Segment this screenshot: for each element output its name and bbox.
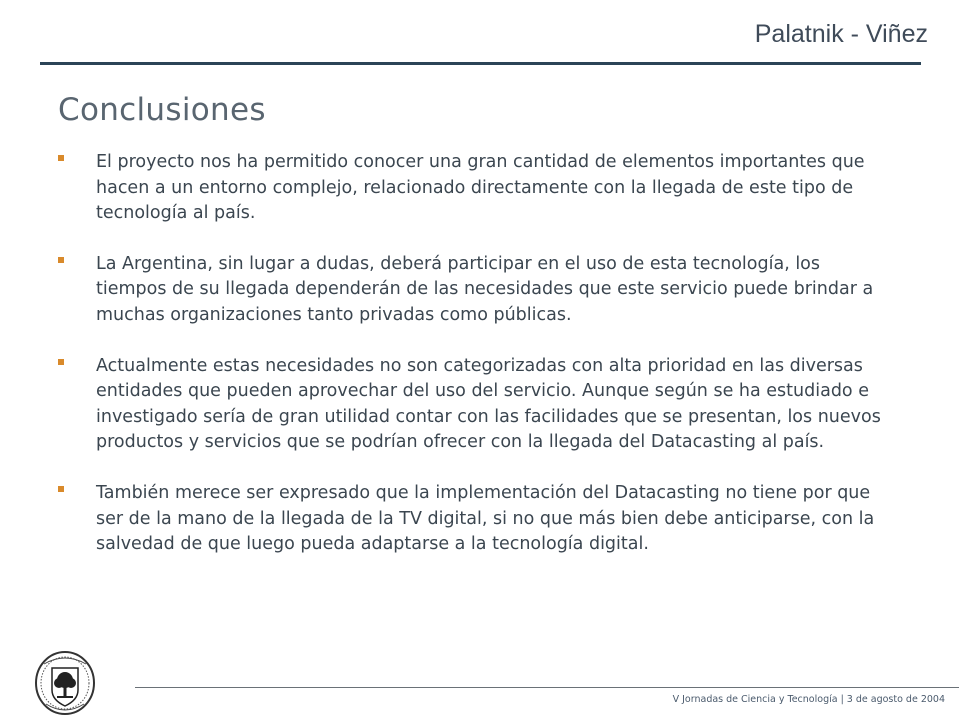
bullet-text: Actualmente estas necesidades no son categorizadas con alta prioridad en las diversas entidades que pueden aprovechar del uso del servicio. Aunque según se ha estudiado e investigado sería de gran utilidad contar con las facilidades que se presentan, los nuevos productos y servicios que se podrían ofrecer con la llegada del Datacasting al país. — [96, 355, 881, 453]
bullet-item — [56, 252, 886, 329]
bullet-text: La Argentina, sin lugar a dudas, deberá participar en el uso de esta tecnología, los tiempos de su llegada dependerán de las necesidades que este servicio puede brindar a muchas organizaciones tanto privadas como públicas. — [96, 253, 874, 325]
bullet-item — [56, 481, 886, 558]
slide-title: Conclusiones — [58, 92, 266, 128]
university-seal-tree-icon — [34, 650, 96, 716]
footer-divider — [135, 687, 959, 688]
square-bullet-icon — [58, 155, 64, 161]
footer-event-text: V Jornadas de Ciencia y Tecnología | 3 de agosto de 2004 — [672, 694, 945, 705]
bullet-text: También merece ser expresado que la implementación del Datacasting no tiene por que ser de la mano de la llegada de la TV digital, si no que más bien debe anticiparse, con la salvedad de que luego pueda adaptarse a la tecnología digital. — [96, 482, 875, 555]
bullet-text: El proyecto nos ha permitido conocer una gran cantidad de elementos importantes que hacen a un entorno complejo, relacionado directamente con la llegada de este tipo de tecnología al país. — [96, 152, 865, 224]
square-bullet-icon — [58, 486, 64, 492]
bullet-item — [56, 150, 886, 227]
square-bullet-icon — [58, 359, 64, 365]
bullet-list — [56, 150, 886, 583]
square-bullet-icon — [58, 257, 64, 263]
header-authors: Palatnik - Viñez — [754, 20, 928, 48]
header-divider — [40, 62, 921, 65]
bullet-item — [56, 354, 886, 456]
